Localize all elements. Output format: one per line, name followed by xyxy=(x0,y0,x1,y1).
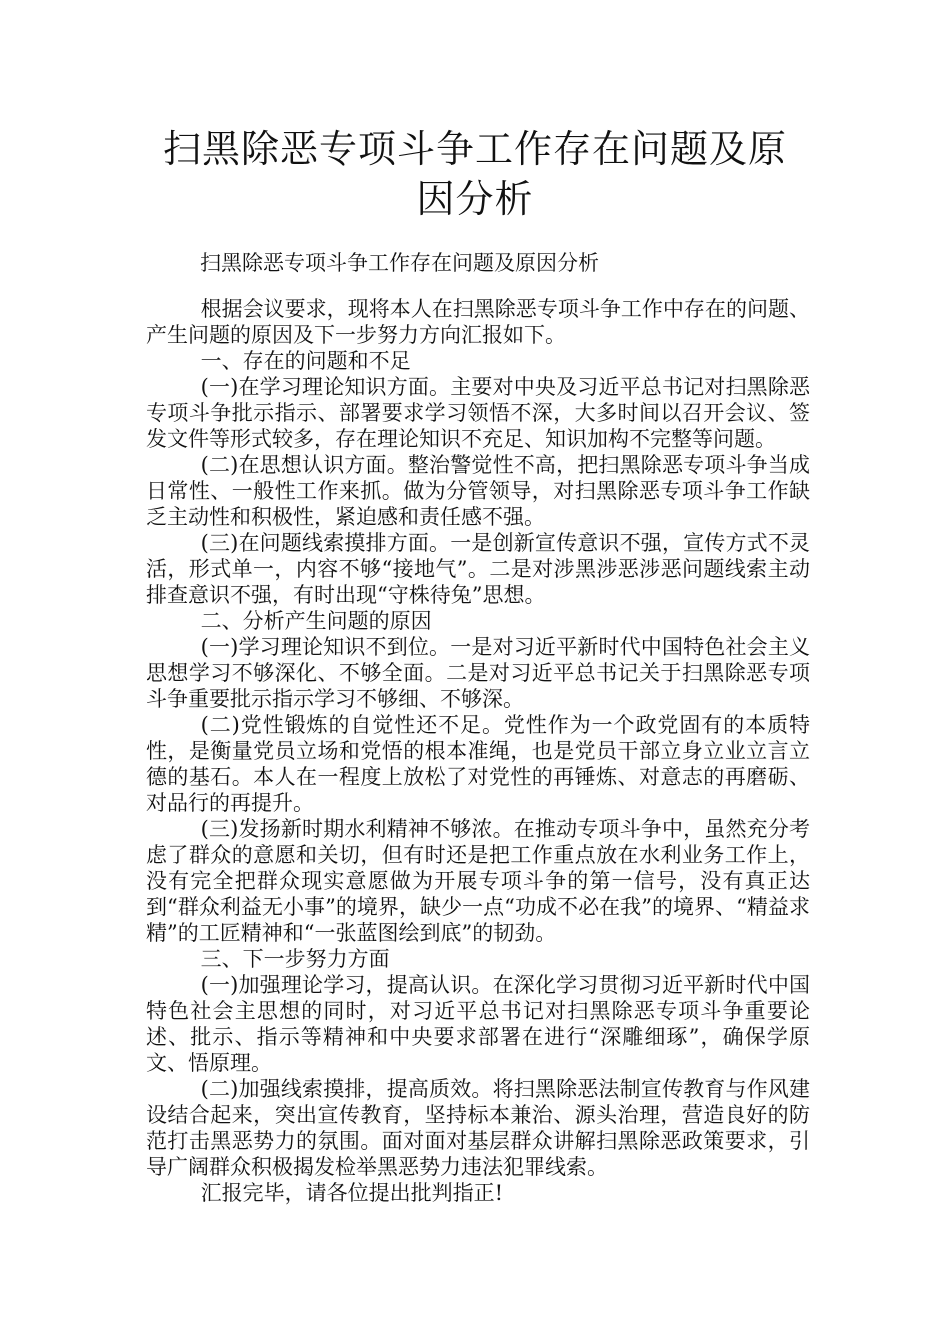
paragraph: (三)发扬新时期水利精神不够浓。在推动专项斗争中，虽然充分考虑了群众的意愿和关切，但有时还是把工作重点放在水利业务工作上，没有完全把群众现实意愿做为开展专项斗争的第一信号，没有真正达到“群众利益无小事”的境界，缺少一点“功成不必在我”的境界、“精益求精”的工匠精神和“一张蓝图绘到底”的韧劲。 xyxy=(146,817,810,945)
paragraph: (一)加强理论学习，提高认识。在深化学习贯彻习近平新时代中国特色社会主思想的同时，对习近平总书记对扫黑除恶专项斗争重要论述、批示、指示等精神和中央要求部署在进行“深雕细琢”，确保学原文、悟原理。 xyxy=(146,973,810,1075)
document-body xyxy=(146,296,810,1206)
paragraph: (一)学习理论知识不到位。一是对习近平新时代中国特色社会主义思想学习不够深化、不够全面。二是对习近平总书记关于扫黑除恶专项斗争重要批示指示学习不够细、不够深。 xyxy=(146,635,810,711)
paragraph: (二)党性锻炼的自觉性还不足。党性作为一个政党固有的本质特性，是衡量党员立场和党悟的根本准绳，也是党员干部立身立业立言立德的基石。本人在一程度上放松了对党性的再锤炼、对意志的再磨砺、对品行的再提升。 xyxy=(146,713,810,815)
document-title: 扫黑除恶专项斗争工作存在问题及原因分析 xyxy=(162,127,787,221)
paragraph-closing: 汇报完毕，请各位提出批判指正! xyxy=(200,1181,504,1205)
paragraph: (一)在学习理论知识方面。主要对中央及习近平总书记对扫黑除恶专项斗争批示指示、部署要求学习领悟不深，大多时间以召开会议、签发文件等形式较多，存在理论知识不充足、知识加构不完整等问题。 xyxy=(146,375,810,451)
paragraph: (二)在思想认识方面。整治警觉性不高，把扫黑除恶专项斗争当成日常性、一般性工作来抓。做为分管领导，对扫黑除恶专项斗争工作缺乏主动性和积极性，紧迫感和责任感不强。 xyxy=(146,453,810,529)
paragraph: (二)加强线索摸排，提高质效。将扫黑除恶法制宣传教育与作风建设结合起来，突出宣传教育，坚持标本兼治、源头治理，营造良好的防范打击黑恶势力的氛围。面对面对基层群众讲解扫黑除恶政策要求，引导广阔群众积极揭发检举黑恶势力违法犯罪线索。 xyxy=(146,1077,810,1179)
section-heading-1: 一、存在的问题和不足 xyxy=(200,349,411,373)
paragraph: (三)在问题线索摸排方面。一是创新宣传意识不强，宣传方式不灵活，形式单一，内容不够“接地气”。二是对涉黑涉恶涉恶问题线索主动排查意识不强，有时出现“守株待兔”思想。 xyxy=(146,531,810,607)
section-heading-3: 三、下一步努力方面 xyxy=(200,947,390,971)
section-heading-2: 二、分析产生问题的原因 xyxy=(200,609,432,633)
document-subtitle: 扫黑除恶专项斗争工作存在问题及原因分析 xyxy=(200,251,599,275)
paragraph-intro: 根据会议要求，现将本人在扫黑除恶专项斗争工作中存在的问题、产生问题的原因及下一步努力方向汇报如下。 xyxy=(146,297,810,347)
